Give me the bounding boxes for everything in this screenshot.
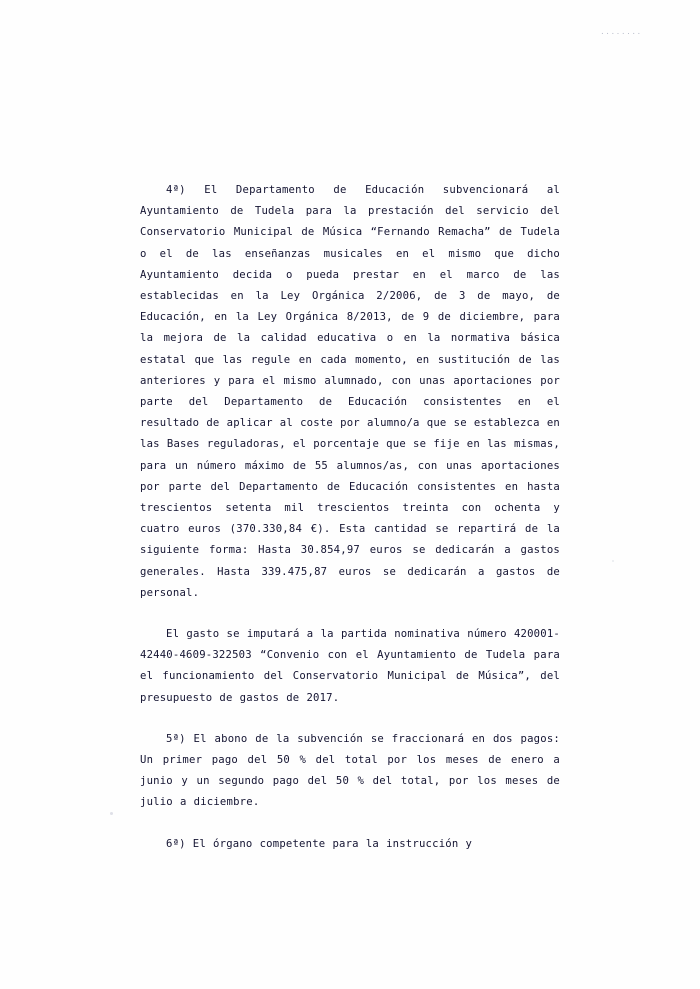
paragraph-clause-5 [140, 729, 560, 814]
paragraph-clause-6 [140, 834, 560, 855]
paragraph-text: 5ª) El abono de la subvención se fraccionará en dos pagos: Un primer pago del 50 % del total por los meses de enero a junio y un segundo pago del 50 % del total, por los meses de julio a diciembre. [140, 732, 560, 809]
paragraph-gasto-partida [140, 624, 560, 709]
scan-speck [612, 560, 614, 562]
page-corner-mark: ........ [600, 28, 642, 36]
paragraph-text: El gasto se imputará a la partida nominativa número 420001-42440-4609-322503 “Convenio con el Ayuntamiento de Tudela para el funcionamiento del Conservatorio Municipal de Música”, del presupuesto de gastos de 2017. [140, 628, 560, 704]
scan-speck [110, 812, 113, 815]
paragraph-text: 4ª) El Departamento de Educación subvencionará al Ayuntamiento de Tudela para la prestación del servicio del Conservatorio Municipal de Música “Fernando Remacha” de Tudela o el de las enseñanzas musicales en el mismo que dicho Ayuntamiento decida o pueda prestar en el marco de las establecidas en la Ley Orgánica 2/2006, de 3 de mayo, de Educación, en la Ley Orgánica 8/2013, de 9 de diciembre, para la mejora de la calidad educativa o en la normativa básica estatal que las regule en cada momento, en sustitución de las anteriores y para el mismo alumnado, con unas aportaciones por parte del Departamento de Educación consistentes en el resultado de aplicar al coste por alumno/a que se establezca en las Bases reguladoras, el porcentaje que se fije en las mismas, para un número máximo de 55 alumnos/as, con unas aportaciones por parte del Departamento de Educación consistentes en hasta trescientos setenta mil trescientos treinta con ochenta y cuatro euros (370.330,84 €). Esta cantidad se repartirá de la siguiente forma: Hasta 30.854,97 euros se dedicarán a gastos generales. Hasta 339.475,87 euros se dedicarán a gastos de personal. [140, 184, 560, 599]
document-body [140, 180, 560, 855]
paragraph-text: 6ª) El órgano competente para la instrucción y [166, 837, 473, 850]
paragraph-clause-4 [140, 180, 560, 604]
